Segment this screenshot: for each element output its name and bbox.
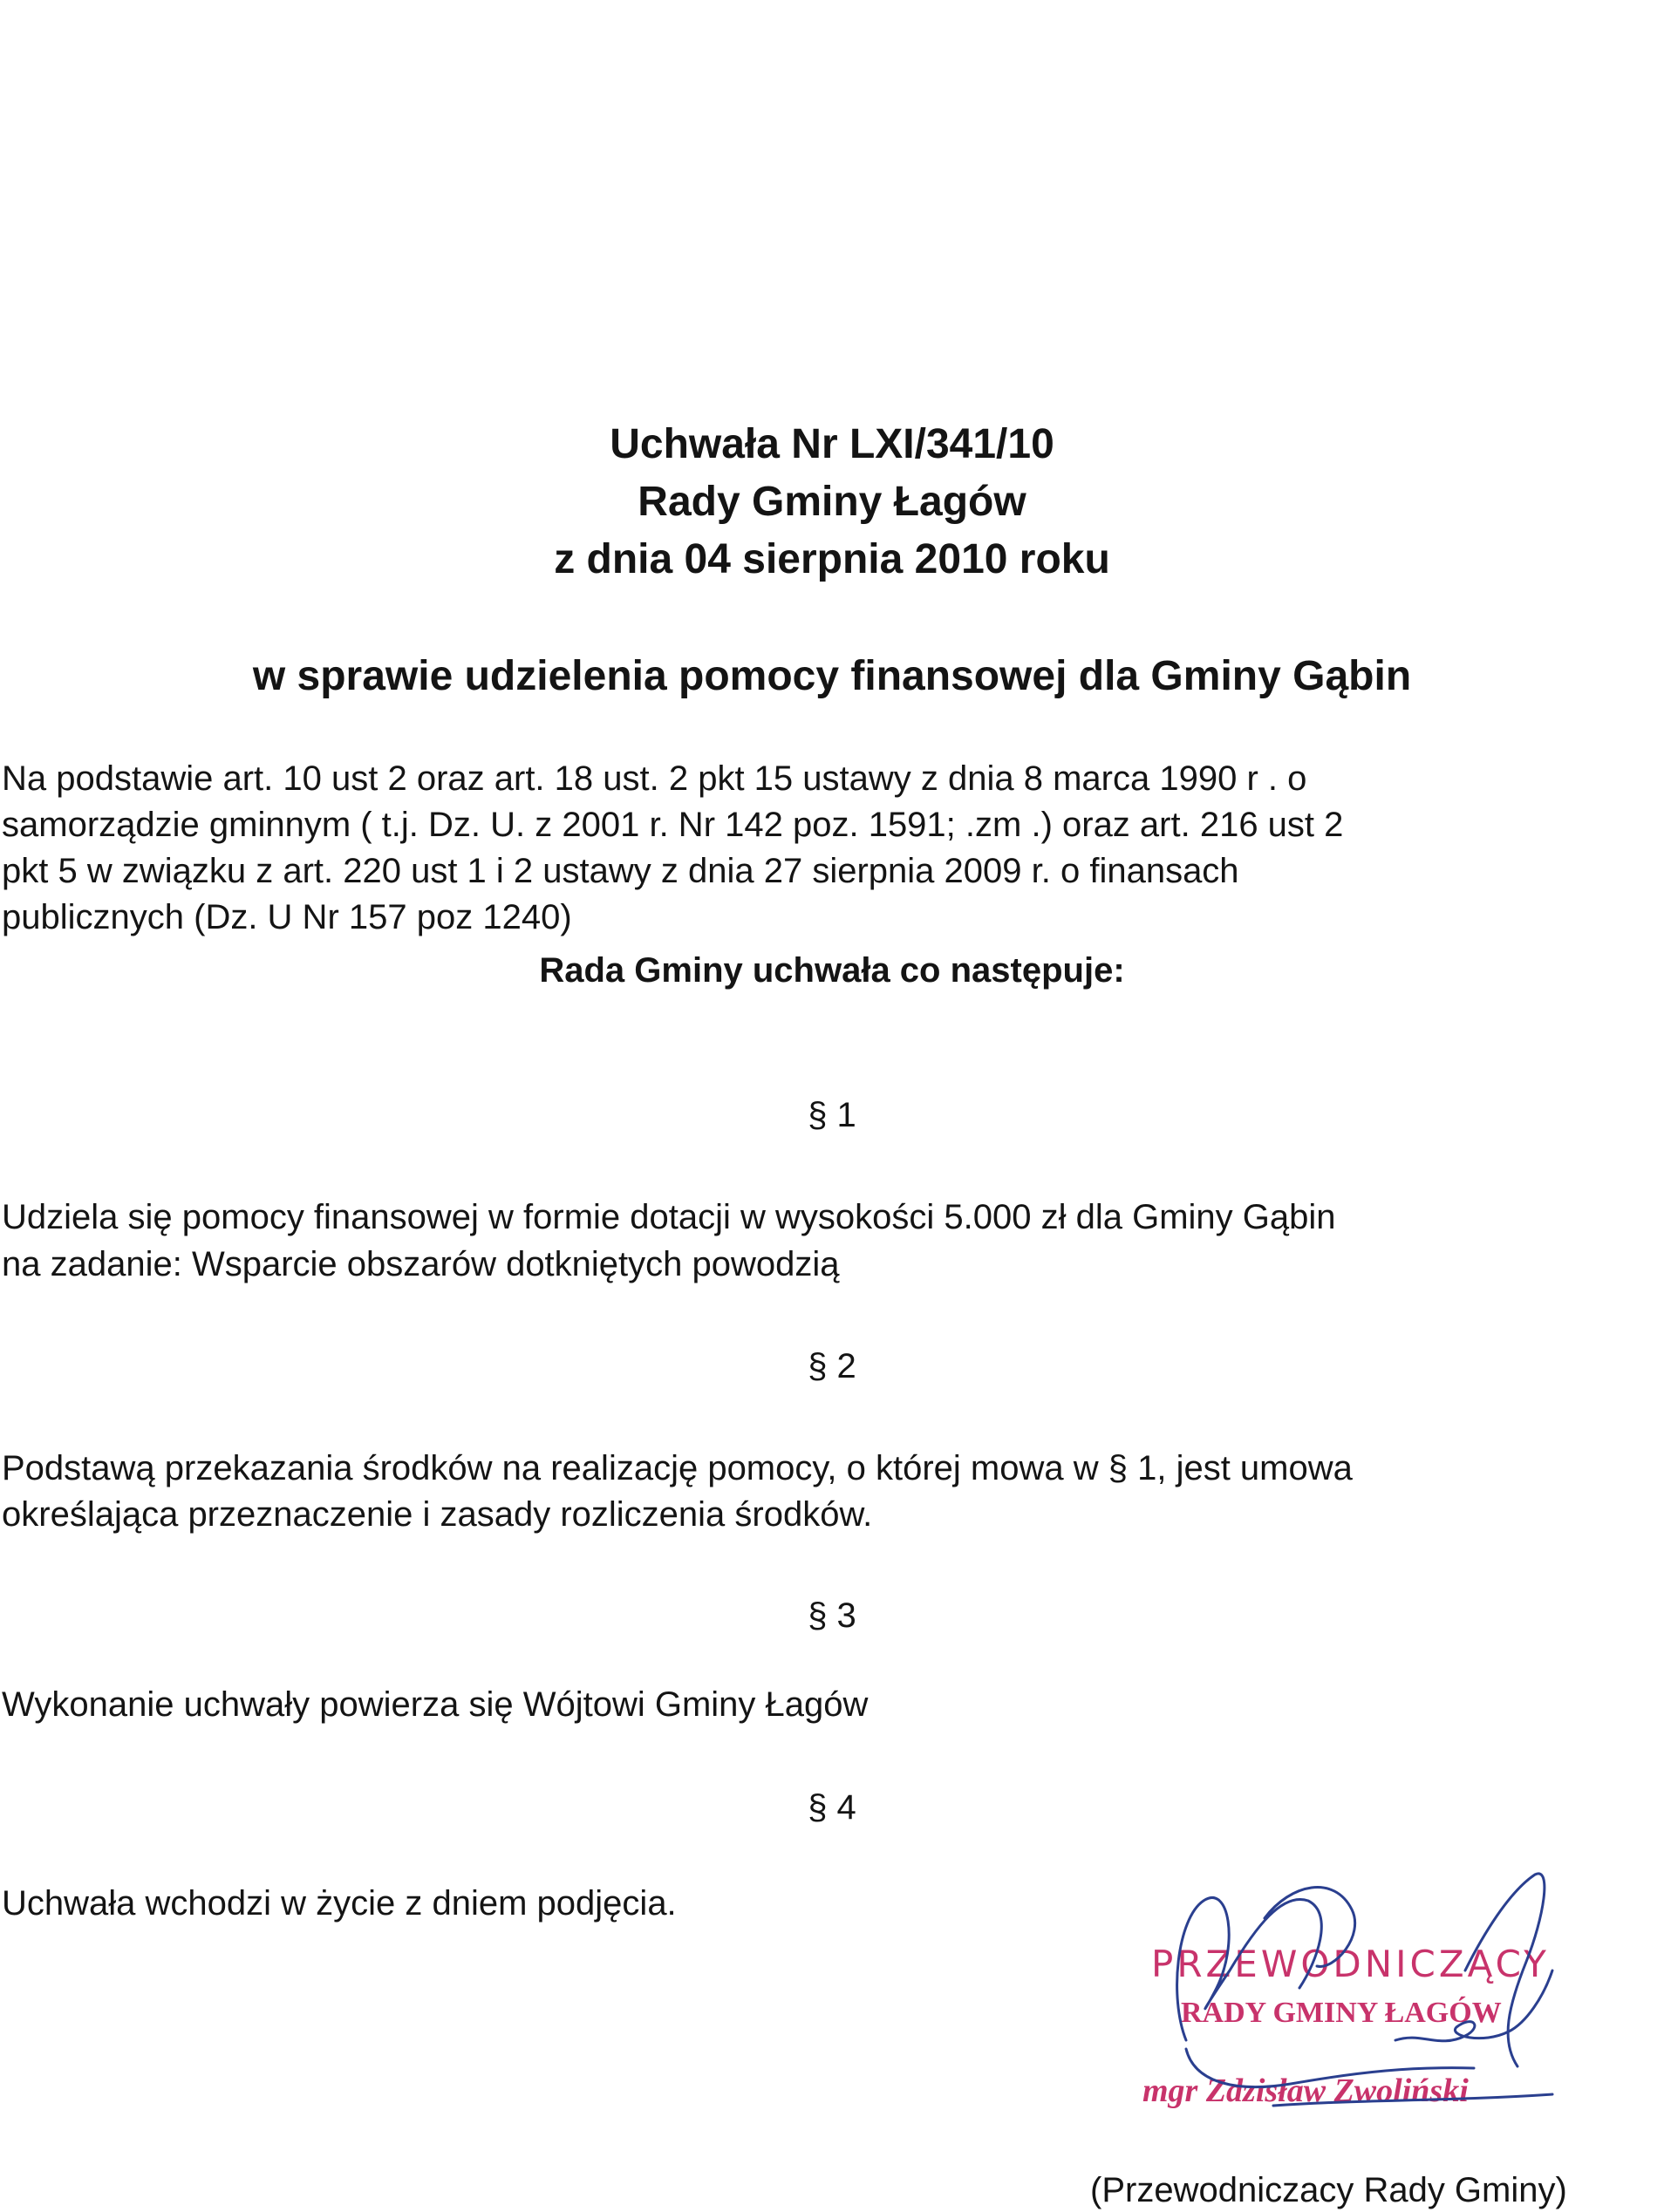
preamble-line: publicznych (Dz. U Nr 157 poz 1240) (2, 898, 572, 936)
section-2-mark: § 2 (808, 1347, 856, 1385)
section-1-mark: § 1 (808, 1096, 856, 1134)
section-4-mark: § 4 (808, 1788, 856, 1827)
section-1-text: Udziela się pomocy finansowej w formie dotacji w wysokości 5.000 zł dla Gminy Gąbin (2, 1198, 1336, 1236)
stamp-council: RADY GMINY ŁAGÓW (1181, 1997, 1502, 2029)
signature-caption: (Przewodniczacy Rady Gminy) (1090, 2171, 1567, 2209)
section-4-text: Uchwała wchodzi w życie z dniem podjęcia. (2, 1884, 677, 1923)
chairman-stamp (1134, 1866, 1657, 2119)
stamp-title: PRZEWODNICZĄCY (1151, 1943, 1550, 1985)
preamble-line: Na podstawie art. 10 ust 2 oraz art. 18 ust. 2 pkt 15 ustawy z dnia 8 marca 1990 r . o (2, 759, 1307, 798)
section-3-text: Wykonanie uchwały powierza się Wójtowi Gminy Łagów (2, 1685, 869, 1724)
council-name: Rady Gminy Łagów (638, 479, 1026, 525)
section-3-mark: § 3 (808, 1596, 856, 1635)
preamble-line: pkt 5 w związku z art. 220 ust 1 i 2 ustawy z dnia 27 sierpnia 2009 r. o finansach (2, 852, 1239, 890)
section-2-text: Podstawą przekazania środków na realizację pomocy, o której mowa w § 1, jest umowa (2, 1449, 1353, 1487)
resolves-heading: Rada Gminy uchwała co następuje: (539, 951, 1125, 990)
resolution-subject: w sprawie udzielenia pomocy finansowej dla Gminy Gąbin (252, 653, 1412, 699)
resolution-number: Uchwała Nr LXI/341/10 (610, 421, 1054, 467)
preamble-line: samorządzie gminnym ( t.j. Dz. U. z 2001 r. Nr 142 poz. 1591; .zm .) oraz art. 216 ust 2 (2, 806, 1344, 844)
section-2-text: określająca przeznaczenie i zasady rozliczenia środków. (2, 1495, 873, 1534)
handwritten-signature (1134, 1866, 1657, 2119)
resolution-date: z dnia 04 sierpnia 2010 roku (554, 536, 1110, 582)
stamp-name: mgr Zdzisław Zwoliński (1142, 2072, 1469, 2109)
section-1-text: na zadanie: Wsparcie obszarów dotkniętych powodzią (2, 1245, 840, 1283)
